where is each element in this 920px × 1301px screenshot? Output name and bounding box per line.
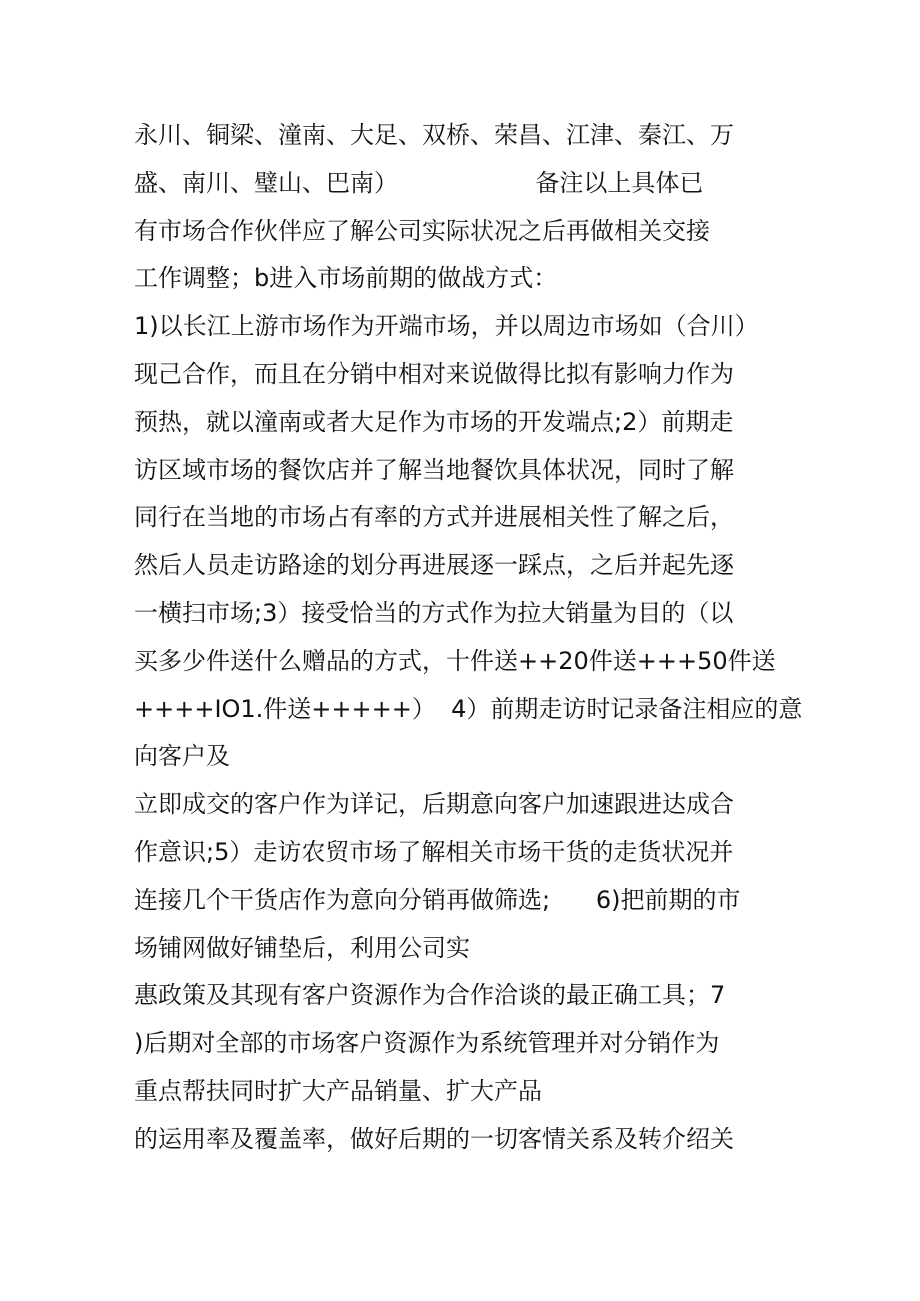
text-line: 惠政策及其现有客户资源作为合作洽谈的最正确工具；7 <box>134 981 726 1010</box>
text-line: 永川、铜梁、潼南、大足、双桥、荣昌、江津、秦江、万 <box>134 121 734 149</box>
text-line: 1)以长江上游市场作为开端市场，并以周边市场如（合川） <box>134 312 759 341</box>
text-line: 买多少件送什么赠品的方式，十件送++20件送+++50件送 <box>134 646 776 675</box>
text-line: 有市场合作伙伴应了解公司实际状况之后再做相关交接 <box>134 216 710 245</box>
text-line: 作意识;5）走访农贸市场了解相关市场干货的走货状况并 <box>134 837 734 866</box>
text-line: 访区域市场的餐饮店并了解当地餐饮具体状况，同时了解 <box>134 455 734 484</box>
text-line: )后期对全部的市场客户资源作为系统管理并对分销作为 <box>134 1029 720 1058</box>
text-line: ++++IO1.件送+++++） 4）前期走访时记录备注相应的意 <box>134 694 803 723</box>
text-line: 连接几个干货店作为意向分销再做筛选; 6)把前期的市 <box>134 885 741 914</box>
text-line: 现己合作，而且在分销中相对来说做得比拟有影响力作为 <box>134 359 734 388</box>
text-line: 一横扫市场;3）接受恰当的方式作为拉大销量为目的（以 <box>134 598 734 627</box>
text-line: 盛、南川、璧山、巴南） 备注以上具体已 <box>134 168 704 197</box>
text-line: 预热，就以潼南或者大足作为市场的开发端点;2）前期走 <box>134 407 734 436</box>
text-line: 场铺网做好铺垫后，利用公司实 <box>134 933 470 962</box>
text-line: 的运用率及覆盖率，做好后期的一切客情关系及转介绍关 <box>134 1124 734 1153</box>
text-line: 同行在当地的市场占有率的方式并进展相关性了解之后， <box>134 503 734 532</box>
document-body <box>134 112 804 1164</box>
text-line: 向客户及 <box>134 742 230 771</box>
text-line: 重点帮扶同时扩大产品销量、扩大产品 <box>134 1076 542 1105</box>
text-line: 工作调整；b进入市场前期的做战方式： <box>134 264 558 293</box>
text-line: 然后人员走访路途的划分再进展逐一踩点，之后并起先逐 <box>134 551 734 580</box>
text-line: 立即成交的客户作为详记，后期意向客户加速跟进达成合 <box>134 790 734 819</box>
